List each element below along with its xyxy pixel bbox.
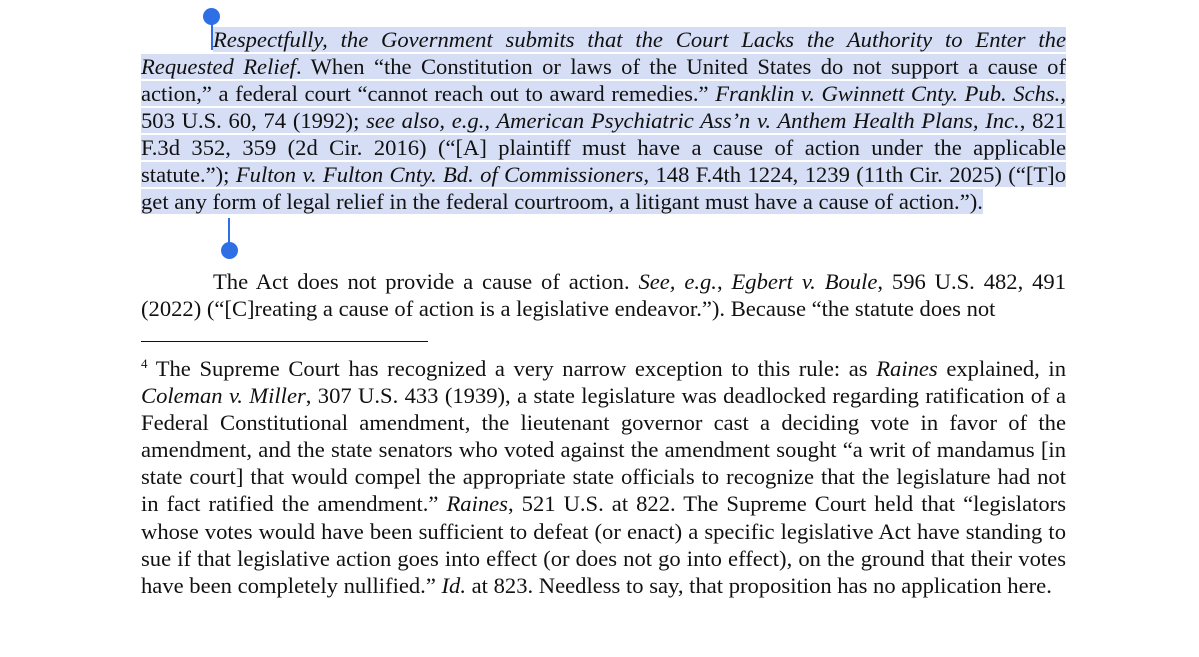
section-heading: Respectfully, the Government submits that the Court Lacks the Authority to Enter the Requested Relief [141,27,1066,79]
footnote-divider [141,341,428,342]
selection-start-knob[interactable] [203,8,220,25]
footnote-number: 4 [141,356,148,371]
selected-paragraph[interactable] [141,26,1066,215]
citation-coleman: Coleman v. Miller [141,383,306,409]
selection-highlight[interactable]: Respectfully, the Government submits that the Court Lacks the Authority to Enter the Requested Relief. When “the Constitution or laws of the United States do not support a cause of action,” a federal court “cannot reach out to award remedies.” Franklin v. Gwinnett Cnty. Pub. Schs., 503 U.S. 60, 74 (1992); see also, e.g., American Psychiatric Ass’n v. Anthem Health Plans, Inc., 821 F.3d 352, 359 (2d Cir. 2016) (“[A] plaintiff must have a cause of action under the applicable statute.”); Fulton v. Fulton Cnty. Bd. of Commissioners, 148 F.4th 1224, 1239 (11th Cir. 2025) (“[T]o get any form of legal relief in the federal courtroom, a litigant must have a cause of action.”). [141,27,1067,214]
footnote: $^4$ The Supreme Court has recognized a very narrow exception to this rule: as Raines explained, in Coleman v. Miller, 307 U.S. 433 (1939), a state legislature was deadlocked regarding ratification of a Federal Constitutional amendment, the lieutenant governor cast a deciding vote in favor of the amendment, and the state senators who voted against the amendment sought “a writ of mandamus [in state court] that would compel the appropriate state officials to recognize that the legislature had not in fact ratified the amendment.” Raines, 521 U.S. at 822. The Supreme Court held that “legislators whose votes would have been sufficient to defeat (or enact) a specific legislative Act have standing to sue if that legislative action goes into effect (or does not go into effect), on the ground that their votes have been completely nullified.” Id. at 823. Needless to say, that proposition has no application here. [141,356,1067,598]
citation-franklin: Franklin v. Gwinnett Cnty. Pub. Schs. [715,81,1061,106]
citation-egbert: Egbert v. Boule [731,269,878,294]
citation-fulton: Fulton v. Fulton Cnty. Bd. of Commissioners [235,162,644,187]
citation-american-psychiatric: see also, e.g., American Psychiatric Ass’n v. Anthem Health Plans, Inc. [366,108,1020,133]
second-paragraph: The Act does not provide a cause of action. See, e.g., Egbert v. Boule, 596 U.S. 482, 491 (2022) (“[C]reating a cause of action is a legislative endeavor.”). Because “the statute does not [141,269,1066,321]
selection-end-knob[interactable] [221,242,238,259]
